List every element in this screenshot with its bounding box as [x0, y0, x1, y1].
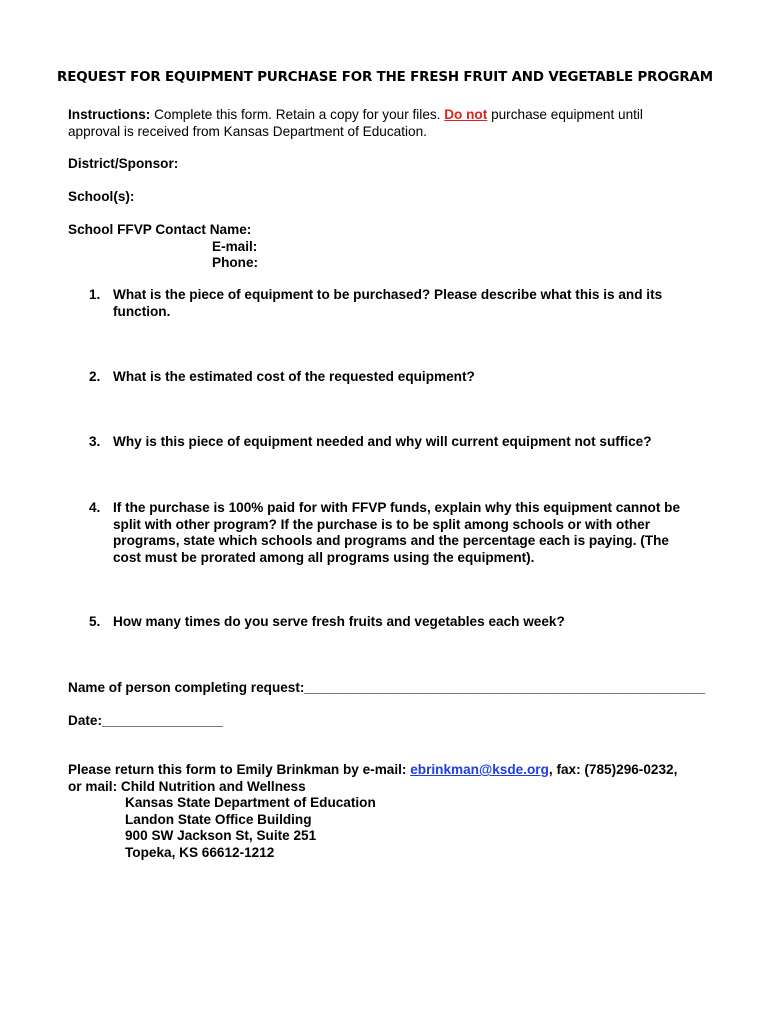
instructions-line-1	[68, 107, 643, 124]
question-text: What is the piece of equipment to be purchased? Please describe what this is and its function.	[113, 287, 663, 319]
return-intro: Please return this form to Emily Brinkman by e-mail:	[68, 762, 407, 777]
question-4	[89, 500, 709, 566]
instructions-line-2: approval is received from Kansas Department of Education.	[68, 123, 427, 139]
mail-label: or mail:	[68, 778, 118, 794]
phone-label: Phone:	[212, 255, 259, 270]
schools-label: School(s):	[68, 189, 135, 204]
question-number: 5.	[89, 614, 101, 629]
return-instructions	[68, 762, 677, 861]
question-text: Why is this piece of equipment needed and why will current equipment not suffice?	[113, 434, 652, 449]
question-text: What is the estimated cost of the requested equipment?	[113, 369, 475, 384]
instructions-text-1: Complete this form. Retain a copy for your files.	[154, 107, 441, 122]
address-line-5: Topeka, KS 66612-1212	[125, 844, 275, 860]
date-line: ________________	[102, 713, 223, 728]
question-number: 1.	[89, 287, 101, 302]
email-link[interactable]: ebrinkman@ksde.org	[410, 762, 549, 777]
contact-block	[68, 222, 258, 272]
district-sponsor-label: District/Sponsor:	[68, 156, 179, 171]
question-number: 2.	[89, 369, 101, 384]
fax-text: , fax: (785)296-0232,	[548, 762, 678, 777]
instructions-text-2: purchase equipment until	[491, 107, 643, 122]
name-of-person-label: Name of person completing request:	[68, 680, 305, 695]
date-field	[68, 713, 223, 730]
question-5	[89, 614, 709, 631]
name-of-person-line: _____________________________________________________	[304, 680, 706, 695]
do-not-emphasis: Do not	[444, 107, 488, 122]
question-text: How many times do you serve fresh fruits and vegetables each week?	[113, 614, 565, 629]
question-3	[89, 434, 709, 451]
form-title: REQUEST FOR EQUIPMENT PURCHASE FOR THE FRESH FRUIT AND VEGETABLE PROGRAM	[57, 70, 713, 85]
address-line-3: Landon State Office Building	[125, 811, 312, 827]
question-1	[89, 287, 709, 320]
return-line-1	[68, 762, 677, 779]
instructions	[68, 107, 643, 140]
email-label: E-mail:	[212, 238, 258, 254]
date-label: Date:	[68, 713, 102, 728]
name-of-person-field	[68, 680, 705, 697]
question-number: 4.	[89, 500, 101, 515]
question-number: 3.	[89, 434, 101, 449]
instructions-label: Instructions:	[68, 107, 151, 122]
address-line-1: Child Nutrition and Wellness	[120, 778, 306, 794]
question-2	[89, 369, 709, 386]
contact-name-label: School FFVP Contact Name:	[68, 222, 252, 237]
address-line-2: Kansas State Department of Education	[125, 795, 376, 810]
question-text: If the purchase is 100% paid for with FFVP funds, explain why this equipment cannot be split with other program? If the purchase is to be split among schools or with other programs, state which schools and programs and the percentage each is paying. (The cost must be prorated among all programs using the equipment).	[113, 500, 681, 565]
return-line-2	[68, 779, 677, 796]
address-line-4: 900 SW Jackson St, Suite 251	[125, 828, 317, 843]
